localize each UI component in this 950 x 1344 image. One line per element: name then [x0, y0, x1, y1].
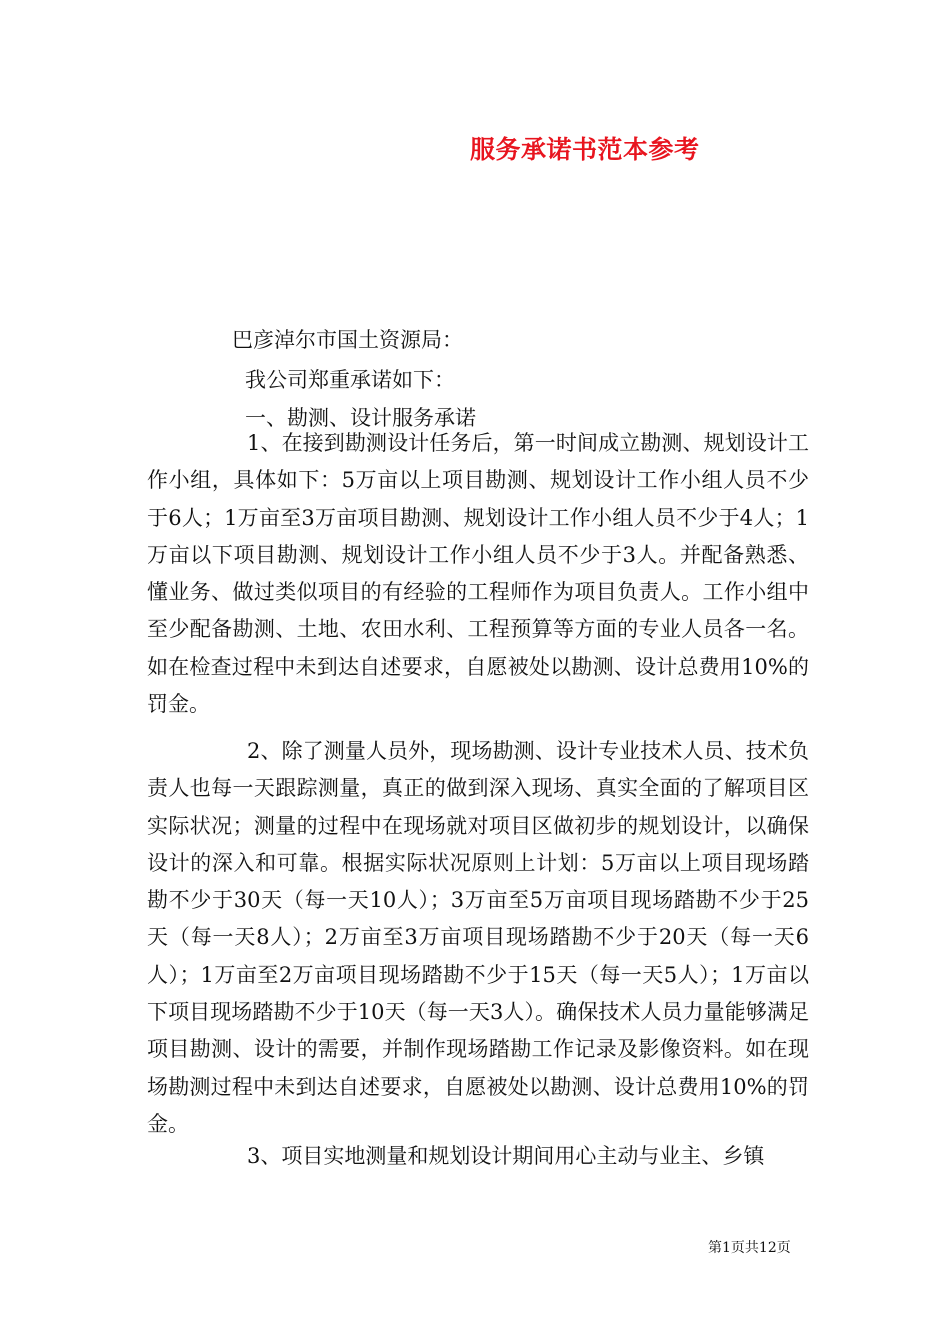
paragraph-3: 3、项目实地测量和规划设计期间用心主动与业主、乡镇	[247, 1144, 765, 1168]
page-number-footer: 第1页共12页	[708, 1240, 791, 1256]
paragraph-1: 1、在接到勘测设计任务后，第一时间成立勘测、规划设计工作小组，具体如下：5万亩以上项目勘测、规划设计工作小组人员不少于6人；1万亩至3万亩项目勘测、规划设计工作小组人员不少于4人；1万亩以下项目勘测、规划设计工作小组人员不少于3人。并配备熟悉、懂业务、做过类似项目的有经验的工程师作为项目负责人。工作小组中至少配备勘测、土地、农田水利、工程预算等方面的专业人员各一名。如在检查过程中未到达自述要求，自愿被处以勘测、设计总费用10%的罚金。	[147, 431, 809, 717]
intro-line: 我公司郑重承诺如下：	[245, 368, 455, 392]
document-title: 服务承诺书范本参考	[470, 135, 700, 164]
greeting-line: 巴彦淖尔市国土资源局：	[232, 328, 463, 352]
paragraph-2: 2、除了测量人员外，现场勘测、设计专业技术人员、技术负责人也每一天跟踪测量，真正的做到深入现场、真实全面的了解项目区实际状况；测量的过程中在现场就对项目区做初步的规划设计，以确保设计的深入和可靠。根据实际状况原则上计划：5万亩以上项目现场踏勘不少于30天（每一天10人）；3万亩至5万亩项目现场踏勘不少于25天（每一天8人）；2万亩至3万亩项目现场踏勘不少于20天（每一天6人）；1万亩至2万亩项目现场踏勘不少于15天（每一天5人）；1万亩以下项目现场踏勘不少于10天（每一天3人）。确保技术人员力量能够满足项目勘测、设计的需要，并制作现场踏勘工作记录及影像资料。如在现场勘测过程中未到达自述要求，自愿被处以勘测、设计总费用10%的罚金。	[147, 739, 809, 1136]
section-heading: 一、勘测、设计服务承诺	[245, 406, 476, 430]
